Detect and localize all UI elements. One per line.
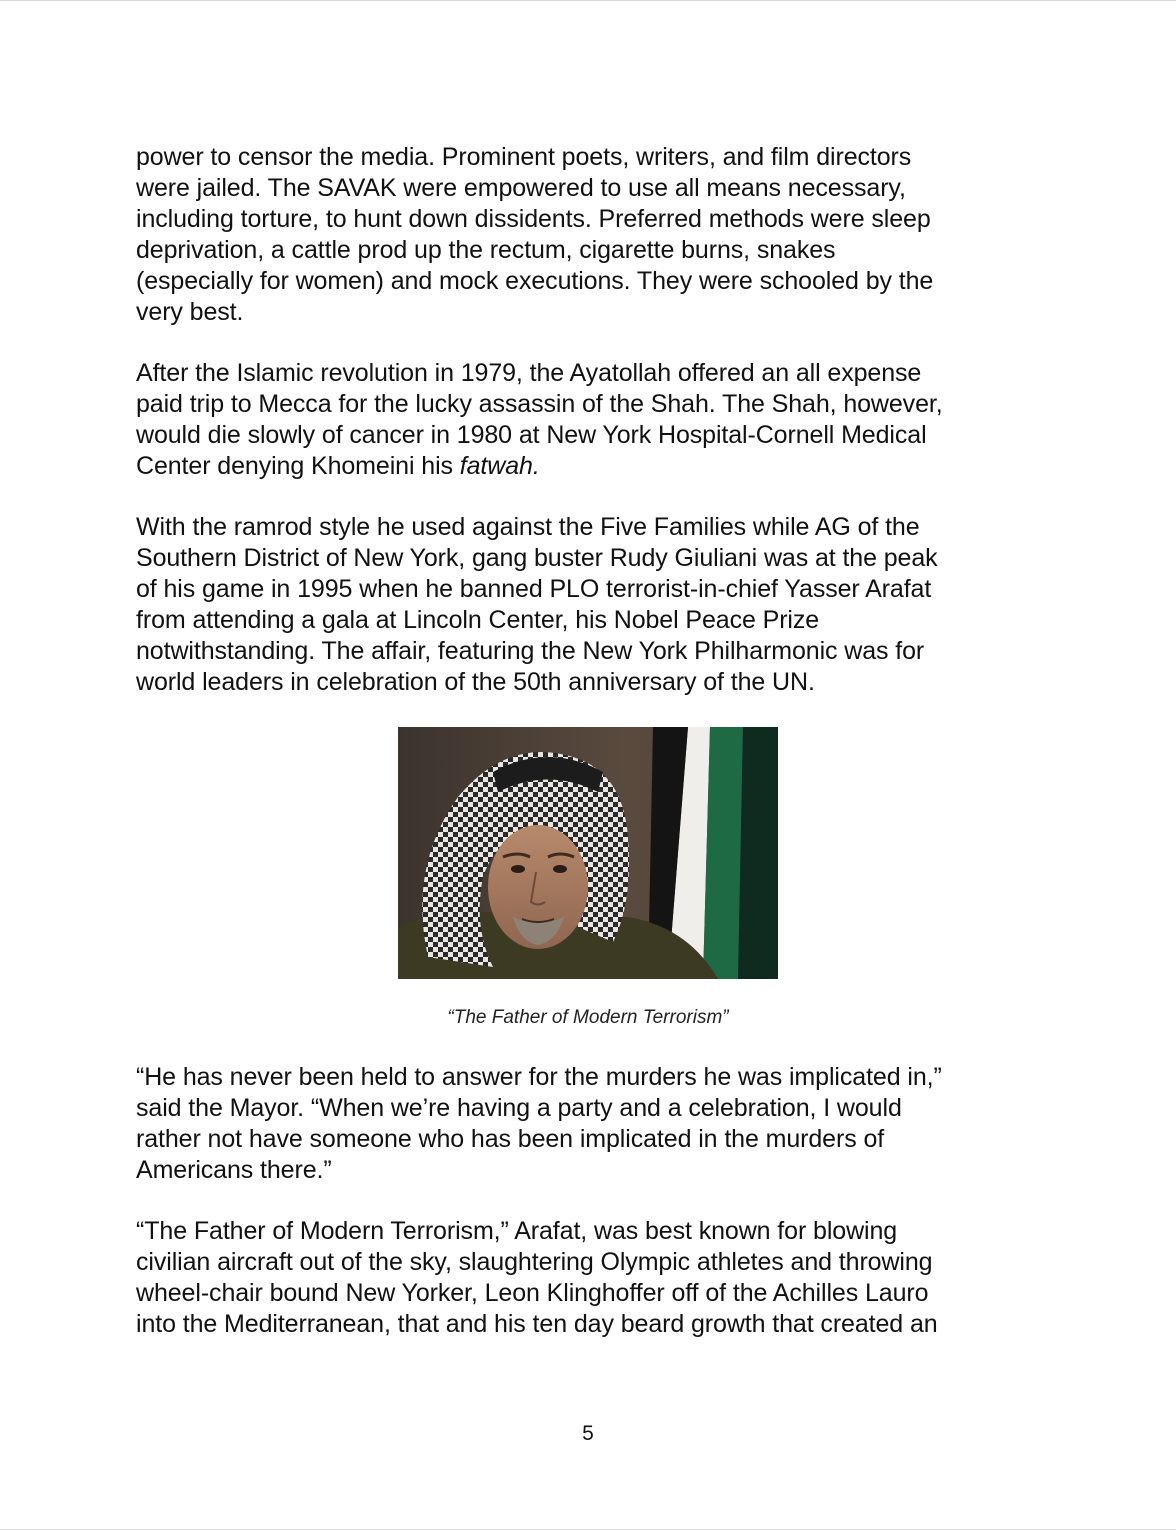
text-line: “He has never been held to answer for the murders he was implicated in,”: [136, 1063, 942, 1091]
page-number: 5: [582, 1422, 594, 1445]
paragraph-revolution: [136, 358, 1036, 482]
paragraph-giuliani: [136, 512, 1036, 698]
paragraph-arafat: [136, 1216, 1036, 1340]
text-line: into the Mediterranean, that and his ten day beard growth that created an: [136, 1310, 938, 1338]
text-line: [136, 451, 1036, 482]
text-line: Southern District of New York, gang buster Rudy Giuliani was at the peak: [136, 544, 938, 572]
text-line: After the Islamic revolution in 1979, the Ayatollah offered an all expense: [136, 359, 922, 387]
text-line: paid trip to Mecca for the lucky assassin of the Shah. The Shah, however,: [136, 390, 943, 418]
photo-caption: “The Father of Modern Terrorism”: [447, 1007, 729, 1028]
text-line: “The Father of Modern Terrorism,” Arafat, was best known for blowing: [136, 1217, 898, 1245]
text-line: rather not have someone who has been implicated in the murders of: [136, 1125, 885, 1153]
text-line: would die slowly of cancer in 1980 at New York Hospital-Cornell Medical: [136, 421, 927, 449]
text-line: were jailed. The SAVAK were empowered to use all means necessary,: [136, 174, 906, 202]
text-line: power to censor the media. Prominent poets, writers, and film directors: [136, 143, 912, 171]
text-line: With the ramrod style he used against the Five Families while AG of the: [136, 513, 920, 541]
text-line: very best.: [136, 298, 244, 326]
portrait-photo: [398, 727, 778, 979]
text-line: from attending a gala at Lincoln Center, his Nobel Peace Prize: [136, 606, 820, 634]
portrait-illustration: [398, 727, 778, 979]
text-line: world leaders in celebration of the 50th anniversary of the UN.: [136, 668, 815, 696]
text-line: of his game in 1995 when he banned PLO terrorist-in-chief Yasser Arafat: [136, 575, 932, 603]
text-line: wheel-chair bound New Yorker, Leon Klinghoffer off of the Achilles Lauro: [136, 1279, 929, 1307]
text-line: notwithstanding. The affair, featuring the New York Philharmonic was for: [136, 637, 925, 665]
paragraph-censorship: [136, 142, 1036, 328]
text-line-plain: Center denying Khomeini his: [136, 452, 460, 480]
text-line: (especially for women) and mock executions. They were schooled by the: [136, 267, 934, 295]
text-line: deprivation, a cattle prod up the rectum, cigarette burns, snakes: [136, 236, 836, 264]
text-line: Americans there.”: [136, 1156, 332, 1184]
text-line: said the Mayor. “When we’re having a party and a celebration, I would: [136, 1094, 902, 1122]
italic-term-fatwah: fatwah.: [459, 452, 540, 480]
text-line: including torture, to hunt down dissidents. Preferred methods were sleep: [136, 205, 931, 233]
text-line: civilian aircraft out of the sky, slaughtering Olympic athletes and throwing: [136, 1248, 933, 1276]
paragraph-mayor-quote: [136, 1062, 1036, 1186]
